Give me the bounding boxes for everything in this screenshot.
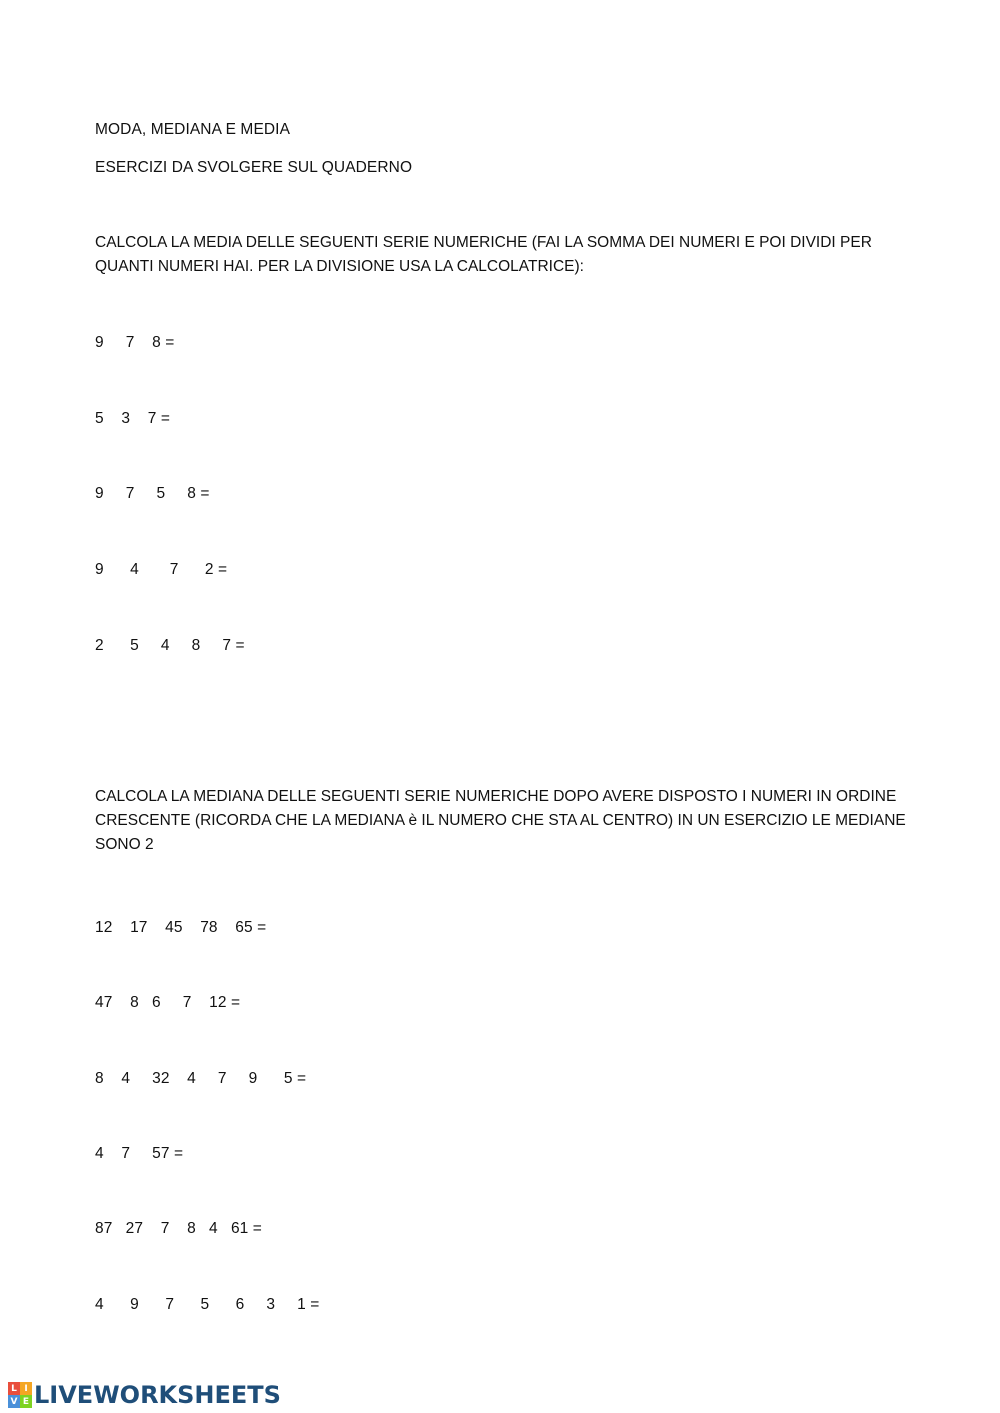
median-instructions-line: CALCOLA LA MEDIANA DELLE SEGUENTI SERIE NUMERICHE DOPO AVERE DISPOSTO I NUMERI IN ORDINE [95,788,897,805]
logo-mark-icon [8,1382,32,1408]
median-exercise-1: 12 17 45 78 65 = [95,919,267,936]
mean-instructions-line: QUANTI NUMERI HAI. PER LA DIVISIONE USA LA CALCOLATRICE): [95,258,584,275]
median-exercise-3: 8 4 32 4 7 9 5 = [95,1070,307,1087]
median-exercise-2: 47 8 6 7 12 = [95,994,241,1011]
page-title: MODA, MEDIANA E MEDIA [95,121,291,138]
median-instructions [95,785,905,857]
brand-name: LIVEWORKSHEETS [34,1381,281,1409]
mean-exercise-4: 9 4 7 2 = [95,561,228,578]
logo-letter: V [8,1395,20,1408]
mean-instructions-line: CALCOLA LA MEDIA DELLE SEGUENTI SERIE NUMERICHE (FAI LA SOMMA DEI NUMERI E POI DIVIDI PER [95,234,872,251]
median-exercise-4: 4 7 57 = [95,1145,184,1162]
mean-exercise-5: 2 5 4 8 7 = [95,637,245,654]
median-exercise-6: 4 9 7 5 6 3 1 = [95,1296,320,1313]
mean-exercise-3: 9 7 5 8 = [95,485,210,502]
mean-exercise-2: 5 3 7 = [95,410,170,427]
mean-instructions [95,231,905,279]
liveworksheets-logo [8,1380,281,1410]
mean-exercise-1: 9 7 8 = [95,334,175,351]
logo-letter: L [8,1382,20,1395]
logo-letter: I [20,1382,32,1395]
logo-letter: E [20,1395,32,1408]
page-subtitle: ESERCIZI DA SVOLGERE SUL QUADERNO [95,159,413,176]
median-instructions-line: SONO 2 [95,836,154,853]
median-instructions-line: CRESCENTE (RICORDA CHE LA MEDIANA è IL NUMERO CHE STA AL CENTRO) IN UN ESERCIZIO LE MEDIANE [95,812,906,829]
median-exercise-5: 87 27 7 8 4 61 = [95,1220,262,1237]
